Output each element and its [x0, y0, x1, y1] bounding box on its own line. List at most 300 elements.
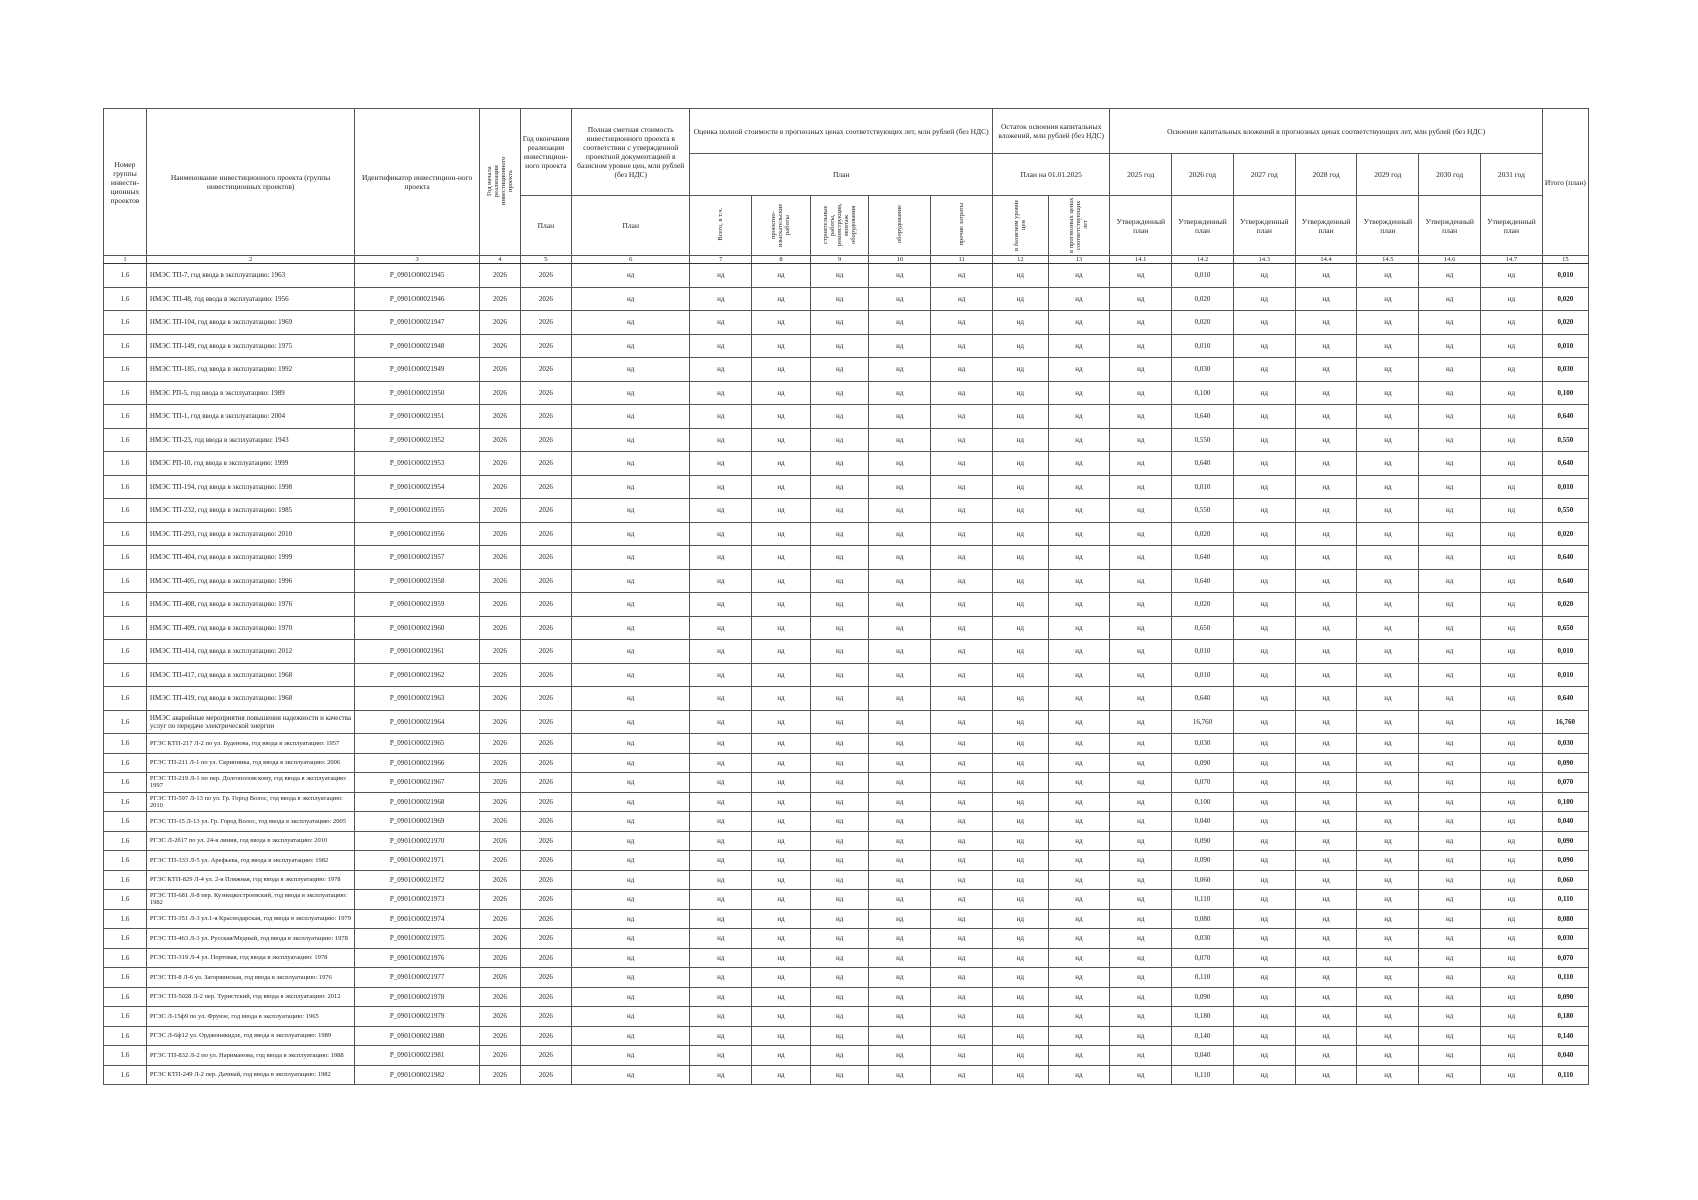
project-id-cell: P_0901О00021954 [355, 475, 480, 499]
table-row [104, 546, 1589, 570]
header-base-prices: в базисном уровне цен [993, 196, 1049, 256]
no-data-cell: нд [931, 851, 993, 871]
header-year-2027: 2027 год [1233, 154, 1295, 196]
no-data-cell: нд [1233, 792, 1295, 812]
no-data-cell: нд [1357, 264, 1419, 288]
no-data-cell: нд [752, 909, 811, 929]
end-year-cell: 2026 [520, 546, 571, 570]
no-data-cell: нд [1048, 792, 1110, 812]
no-data-cell: нд [1233, 968, 1295, 988]
no-data-cell: нд [993, 831, 1049, 851]
no-data-cell: нд [572, 311, 690, 335]
group-number-cell: 1.6 [104, 475, 147, 499]
no-data-cell: нд [1481, 264, 1543, 288]
header-year-2026: 2026 год [1172, 154, 1234, 196]
project-id-cell: P_0901О00021948 [355, 334, 480, 358]
group-number-cell: 1.6 [104, 640, 147, 664]
no-data-cell: нд [1419, 687, 1481, 711]
plan-2026-value-cell: 0,010 [1172, 264, 1234, 288]
no-data-cell: нд [1357, 753, 1419, 773]
plan-2026-value-cell: 0,020 [1172, 593, 1234, 617]
header-plan: План [690, 154, 993, 196]
no-data-cell: нд [810, 851, 869, 871]
column-number: 4 [479, 256, 520, 264]
no-data-cell: нд [690, 909, 752, 929]
no-data-cell: нд [993, 475, 1049, 499]
group-number-cell: 1.6 [104, 710, 147, 734]
project-id-cell: P_0901О00021957 [355, 546, 480, 570]
start-year-cell: 2026 [479, 987, 520, 1007]
no-data-cell: нд [1295, 831, 1357, 851]
no-data-cell: нд [931, 948, 993, 968]
no-data-cell: нд [1481, 663, 1543, 687]
no-data-cell: нд [1419, 593, 1481, 617]
end-year-cell: 2026 [520, 663, 571, 687]
no-data-cell: нд [1419, 734, 1481, 754]
project-id-cell: P_0901О00021946 [355, 287, 480, 311]
no-data-cell: нд [690, 452, 752, 476]
column-number: 15 [1542, 256, 1588, 264]
total-plan-cell: 16,760 [1542, 710, 1588, 734]
end-year-cell: 2026 [520, 264, 571, 288]
no-data-cell: нд [752, 1007, 811, 1027]
column-number-row [104, 256, 1589, 264]
no-data-cell: нд [993, 381, 1049, 405]
plan-2026-value-cell: 0,020 [1172, 522, 1234, 546]
no-data-cell: нд [1110, 948, 1172, 968]
no-data-cell: нд [1110, 909, 1172, 929]
project-name-cell: НМЭС ТП-417, год ввода в эксплуатацию: 1968 [146, 663, 354, 687]
no-data-cell: нд [869, 753, 931, 773]
no-data-cell: нд [1233, 870, 1295, 890]
no-data-cell: нд [1419, 987, 1481, 1007]
no-data-cell: нд [1295, 870, 1357, 890]
end-year-cell: 2026 [520, 812, 571, 832]
no-data-cell: нд [1110, 569, 1172, 593]
plan-2026-value-cell: 0,110 [1172, 1065, 1234, 1085]
no-data-cell: нд [572, 929, 690, 949]
no-data-cell: нд [1481, 890, 1543, 910]
no-data-cell: нд [752, 546, 811, 570]
no-data-cell: нд [1295, 569, 1357, 593]
no-data-cell: нд [1048, 452, 1110, 476]
no-data-cell: нд [1481, 870, 1543, 890]
no-data-cell: нд [810, 890, 869, 910]
start-year-cell: 2026 [479, 773, 520, 793]
plan-2026-value-cell: 0,080 [1172, 909, 1234, 929]
no-data-cell: нд [1048, 663, 1110, 687]
end-year-cell: 2026 [520, 405, 571, 429]
table-row [104, 663, 1589, 687]
total-plan-cell: 0,090 [1542, 851, 1588, 871]
total-plan-cell: 0,640 [1542, 569, 1588, 593]
column-number: 14.3 [1233, 256, 1295, 264]
project-id-cell: P_0901О00021967 [355, 773, 480, 793]
project-name-cell: НМЭС РП-10, год ввода в эксплуатацию: 1999 [146, 452, 354, 476]
no-data-cell: нд [572, 753, 690, 773]
table-row [104, 909, 1589, 929]
no-data-cell: нд [1233, 311, 1295, 335]
no-data-cell: нд [752, 428, 811, 452]
no-data-cell: нд [993, 1026, 1049, 1046]
header-approved-2031: Утвержденный план [1481, 196, 1543, 256]
table-row [104, 358, 1589, 382]
no-data-cell: нд [1295, 593, 1357, 617]
start-year-cell: 2026 [479, 1065, 520, 1085]
no-data-cell: нд [931, 334, 993, 358]
no-data-cell: нд [1048, 428, 1110, 452]
column-number: 14.5 [1357, 256, 1419, 264]
project-id-cell: P_0901О00021969 [355, 812, 480, 832]
no-data-cell: нд [810, 334, 869, 358]
total-plan-cell: 0,100 [1542, 381, 1588, 405]
project-id-cell: P_0901О00021976 [355, 948, 480, 968]
no-data-cell: нд [1048, 593, 1110, 617]
no-data-cell: нд [1233, 1065, 1295, 1085]
project-id-cell: P_0901О00021966 [355, 753, 480, 773]
project-id-cell: P_0901О00021952 [355, 428, 480, 452]
start-year-cell: 2026 [479, 311, 520, 335]
no-data-cell: нд [752, 710, 811, 734]
table-row [104, 687, 1589, 711]
no-data-cell: нд [1357, 710, 1419, 734]
header-total-incl: Всего, в т.ч. [690, 196, 752, 256]
no-data-cell: нд [931, 890, 993, 910]
project-id-cell: P_0901О00021964 [355, 710, 480, 734]
no-data-cell: нд [869, 546, 931, 570]
no-data-cell: нд [1481, 522, 1543, 546]
no-data-cell: нд [931, 358, 993, 382]
no-data-cell: нд [690, 358, 752, 382]
project-id-cell: P_0901О00021963 [355, 687, 480, 711]
no-data-cell: нд [1419, 663, 1481, 687]
no-data-cell: нд [869, 831, 931, 851]
no-data-cell: нд [1233, 616, 1295, 640]
no-data-cell: нд [572, 663, 690, 687]
project-name-cell: НМЭС ТП-23, год ввода в эксплуатацию: 1943 [146, 428, 354, 452]
no-data-cell: нд [1295, 1007, 1357, 1027]
group-number-cell: 1.6 [104, 929, 147, 949]
no-data-cell: нд [810, 287, 869, 311]
no-data-cell: нд [1048, 1046, 1110, 1066]
table-row [104, 1026, 1589, 1046]
no-data-cell: нд [993, 687, 1049, 711]
plan-2026-value-cell: 0,090 [1172, 851, 1234, 871]
no-data-cell: нд [690, 499, 752, 523]
no-data-cell: нд [1481, 929, 1543, 949]
group-number-cell: 1.6 [104, 687, 147, 711]
group-number-cell: 1.6 [104, 734, 147, 754]
no-data-cell: нд [572, 1065, 690, 1085]
no-data-cell: нд [752, 792, 811, 812]
project-id-cell: P_0901О00021955 [355, 499, 480, 523]
no-data-cell: нд [1233, 499, 1295, 523]
group-number-cell: 1.6 [104, 870, 147, 890]
no-data-cell: нд [1481, 987, 1543, 1007]
group-number-cell: 1.6 [104, 851, 147, 871]
no-data-cell: нд [810, 593, 869, 617]
no-data-cell: нд [1295, 812, 1357, 832]
plan-2026-value-cell: 0,640 [1172, 405, 1234, 429]
group-number-cell: 1.6 [104, 405, 147, 429]
no-data-cell: нд [869, 405, 931, 429]
no-data-cell: нд [1233, 381, 1295, 405]
no-data-cell: нд [810, 812, 869, 832]
end-year-cell: 2026 [520, 334, 571, 358]
no-data-cell: нд [1048, 773, 1110, 793]
no-data-cell: нд [810, 948, 869, 968]
no-data-cell: нд [1110, 264, 1172, 288]
no-data-cell: нд [1481, 452, 1543, 476]
project-id-cell: P_0901О00021971 [355, 851, 480, 871]
table-row [104, 948, 1589, 968]
total-plan-cell: 0,080 [1542, 909, 1588, 929]
total-plan-cell: 0,040 [1542, 812, 1588, 832]
no-data-cell: нд [1233, 428, 1295, 452]
project-id-cell: P_0901О00021962 [355, 663, 480, 687]
project-id-cell: P_0901О00021953 [355, 452, 480, 476]
no-data-cell: нд [810, 1065, 869, 1085]
header-construction-works: строительные работы, реконструкция, монтаж оборудования [810, 196, 869, 256]
group-number-cell: 1.6 [104, 546, 147, 570]
table-row [104, 987, 1589, 1007]
no-data-cell: нд [690, 870, 752, 890]
no-data-cell: нд [752, 287, 811, 311]
no-data-cell: нд [810, 358, 869, 382]
plan-2026-value-cell: 0,100 [1172, 381, 1234, 405]
total-plan-cell: 0,090 [1542, 831, 1588, 851]
end-year-cell: 2026 [520, 499, 571, 523]
no-data-cell: нд [690, 663, 752, 687]
group-number-cell: 1.6 [104, 1026, 147, 1046]
no-data-cell: нд [752, 948, 811, 968]
no-data-cell: нд [869, 640, 931, 664]
total-plan-cell: 0,010 [1542, 334, 1588, 358]
no-data-cell: нд [1048, 987, 1110, 1007]
no-data-cell: нд [1110, 734, 1172, 754]
no-data-cell: нд [572, 264, 690, 288]
no-data-cell: нд [1233, 890, 1295, 910]
plan-2026-value-cell: 0,010 [1172, 475, 1234, 499]
no-data-cell: нд [931, 773, 993, 793]
no-data-cell: нд [993, 522, 1049, 546]
group-number-cell: 1.6 [104, 968, 147, 988]
no-data-cell: нд [1357, 851, 1419, 871]
end-year-cell: 2026 [520, 929, 571, 949]
plan-2026-value-cell: 0,140 [1172, 1026, 1234, 1046]
plan-2026-value-cell: 0,090 [1172, 831, 1234, 851]
no-data-cell: нд [572, 334, 690, 358]
end-year-cell: 2026 [520, 948, 571, 968]
end-year-cell: 2026 [520, 890, 571, 910]
start-year-cell: 2026 [479, 593, 520, 617]
column-number: 7 [690, 256, 752, 264]
no-data-cell: нд [1048, 753, 1110, 773]
no-data-cell: нд [1295, 851, 1357, 871]
end-year-cell: 2026 [520, 616, 571, 640]
no-data-cell: нд [810, 987, 869, 1007]
no-data-cell: нд [572, 287, 690, 311]
no-data-cell: нд [1295, 311, 1357, 335]
no-data-cell: нд [752, 753, 811, 773]
total-plan-cell: 0,020 [1542, 593, 1588, 617]
table-row [104, 929, 1589, 949]
table-row [104, 499, 1589, 523]
table-row [104, 522, 1589, 546]
plan-2026-value-cell: 0,030 [1172, 734, 1234, 754]
no-data-cell: нд [1295, 929, 1357, 949]
no-data-cell: нд [1048, 499, 1110, 523]
group-number-cell: 1.6 [104, 1046, 147, 1066]
no-data-cell: нд [1357, 929, 1419, 949]
no-data-cell: нд [1295, 1065, 1357, 1085]
project-name-cell: РГЭС ТП-5028 Л-2 пер. Туристский, год ввода в эксплуатацию: 2012 [146, 987, 354, 1007]
no-data-cell: нд [572, 812, 690, 832]
no-data-cell: нд [1295, 710, 1357, 734]
no-data-cell: нд [572, 381, 690, 405]
no-data-cell: нд [690, 1046, 752, 1066]
no-data-cell: нд [810, 640, 869, 664]
project-name-cell: НМЭС аварийные мероприятия повышения надежности и качества услуг по передаче электрической энергии [146, 710, 354, 734]
no-data-cell: нд [931, 792, 993, 812]
column-number: 2 [146, 256, 354, 264]
no-data-cell: нд [1419, 1026, 1481, 1046]
no-data-cell: нд [810, 909, 869, 929]
start-year-cell: 2026 [479, 1046, 520, 1066]
no-data-cell: нд [993, 948, 1049, 968]
end-year-cell: 2026 [520, 1007, 571, 1027]
no-data-cell: нд [690, 311, 752, 335]
header-forecast-cost: Оценка полной стоимости в прогнозных ценах соответствующих лет, млн рублей (без НДС) [690, 109, 993, 154]
no-data-cell: нд [690, 710, 752, 734]
group-number-cell: 1.6 [104, 593, 147, 617]
no-data-cell: нд [993, 311, 1049, 335]
no-data-cell: нд [869, 890, 931, 910]
no-data-cell: нд [572, 687, 690, 711]
no-data-cell: нд [572, 792, 690, 812]
no-data-cell: нд [572, 831, 690, 851]
project-id-cell: P_0901О00021968 [355, 792, 480, 812]
end-year-cell: 2026 [520, 831, 571, 851]
no-data-cell: нд [1110, 405, 1172, 429]
no-data-cell: нд [1481, 909, 1543, 929]
no-data-cell: нд [1110, 1046, 1172, 1066]
no-data-cell: нд [1481, 287, 1543, 311]
project-id-cell: P_0901О00021975 [355, 929, 480, 949]
no-data-cell: нд [1481, 405, 1543, 429]
no-data-cell: нд [1233, 812, 1295, 832]
table-row [104, 452, 1589, 476]
no-data-cell: нд [1233, 287, 1295, 311]
project-id-cell: P_0901О00021965 [355, 734, 480, 754]
no-data-cell: нд [572, 405, 690, 429]
no-data-cell: нд [1110, 663, 1172, 687]
end-year-cell: 2026 [520, 792, 571, 812]
no-data-cell: нд [869, 948, 931, 968]
header-approved-2028: Утвержденный план [1295, 196, 1357, 256]
no-data-cell: нд [810, 1026, 869, 1046]
no-data-cell: нд [752, 475, 811, 499]
no-data-cell: нд [1233, 546, 1295, 570]
no-data-cell: нд [1295, 948, 1357, 968]
no-data-cell: нд [572, 909, 690, 929]
group-number-cell: 1.6 [104, 428, 147, 452]
no-data-cell: нд [1357, 1026, 1419, 1046]
no-data-cell: нд [1419, 405, 1481, 429]
no-data-cell: нд [1419, 909, 1481, 929]
start-year-cell: 2026 [479, 909, 520, 929]
no-data-cell: нд [1295, 640, 1357, 664]
no-data-cell: нд [572, 616, 690, 640]
table-row [104, 831, 1589, 851]
end-year-cell: 2026 [520, 987, 571, 1007]
no-data-cell: нд [810, 792, 869, 812]
no-data-cell: нд [1419, 381, 1481, 405]
no-data-cell: нд [690, 381, 752, 405]
no-data-cell: нд [1110, 287, 1172, 311]
group-number-cell: 1.6 [104, 831, 147, 851]
total-plan-cell: 0,640 [1542, 405, 1588, 429]
end-year-cell: 2026 [520, 968, 571, 988]
no-data-cell: нд [572, 968, 690, 988]
no-data-cell: нд [1110, 1026, 1172, 1046]
no-data-cell: нд [1048, 687, 1110, 711]
column-number: 6 [572, 256, 690, 264]
start-year-cell: 2026 [479, 546, 520, 570]
no-data-cell: нд [1048, 968, 1110, 988]
no-data-cell: нд [1481, 593, 1543, 617]
header-group-number: Номер группы инвести-ционных проектов [104, 109, 147, 256]
no-data-cell: нд [1419, 831, 1481, 851]
no-data-cell: нд [1233, 452, 1295, 476]
no-data-cell: нд [869, 1007, 931, 1027]
no-data-cell: нд [1233, 1046, 1295, 1066]
no-data-cell: нд [1419, 452, 1481, 476]
project-id-cell: P_0901О00021958 [355, 569, 480, 593]
no-data-cell: нд [1357, 616, 1419, 640]
no-data-cell: нд [1419, 1065, 1481, 1085]
no-data-cell: нд [1481, 1065, 1543, 1085]
no-data-cell: нд [1295, 1026, 1357, 1046]
end-year-cell: 2026 [520, 452, 571, 476]
project-name-cell: НМЭС ТП-1, год ввода в эксплуатацию: 2004 [146, 405, 354, 429]
table-row [104, 968, 1589, 988]
no-data-cell: нд [1481, 311, 1543, 335]
project-name-cell: НМЭС ТП-293, год ввода в эксплуатацию: 2010 [146, 522, 354, 546]
no-data-cell: нд [931, 968, 993, 988]
column-number: 10 [869, 256, 931, 264]
investment-projects-table [103, 108, 1589, 1085]
no-data-cell: нд [1295, 773, 1357, 793]
total-plan-cell: 0,140 [1542, 1026, 1588, 1046]
no-data-cell: нд [810, 968, 869, 988]
no-data-cell: нд [931, 405, 993, 429]
no-data-cell: нд [1048, 948, 1110, 968]
plan-2026-value-cell: 0,020 [1172, 287, 1234, 311]
no-data-cell: нд [1048, 616, 1110, 640]
no-data-cell: нд [1048, 405, 1110, 429]
no-data-cell: нд [993, 773, 1049, 793]
end-year-cell: 2026 [520, 851, 571, 871]
group-number-cell: 1.6 [104, 616, 147, 640]
no-data-cell: нд [1233, 687, 1295, 711]
no-data-cell: нд [869, 929, 931, 949]
end-year-cell: 2026 [520, 358, 571, 382]
project-name-cell: РГЭС ТП-597 Л-13 по ул. Гр. Город Волос, год ввода в эксплуатацию: 2010 [146, 792, 354, 812]
no-data-cell: нд [931, 499, 993, 523]
no-data-cell: нд [1110, 616, 1172, 640]
no-data-cell: нд [993, 1007, 1049, 1027]
